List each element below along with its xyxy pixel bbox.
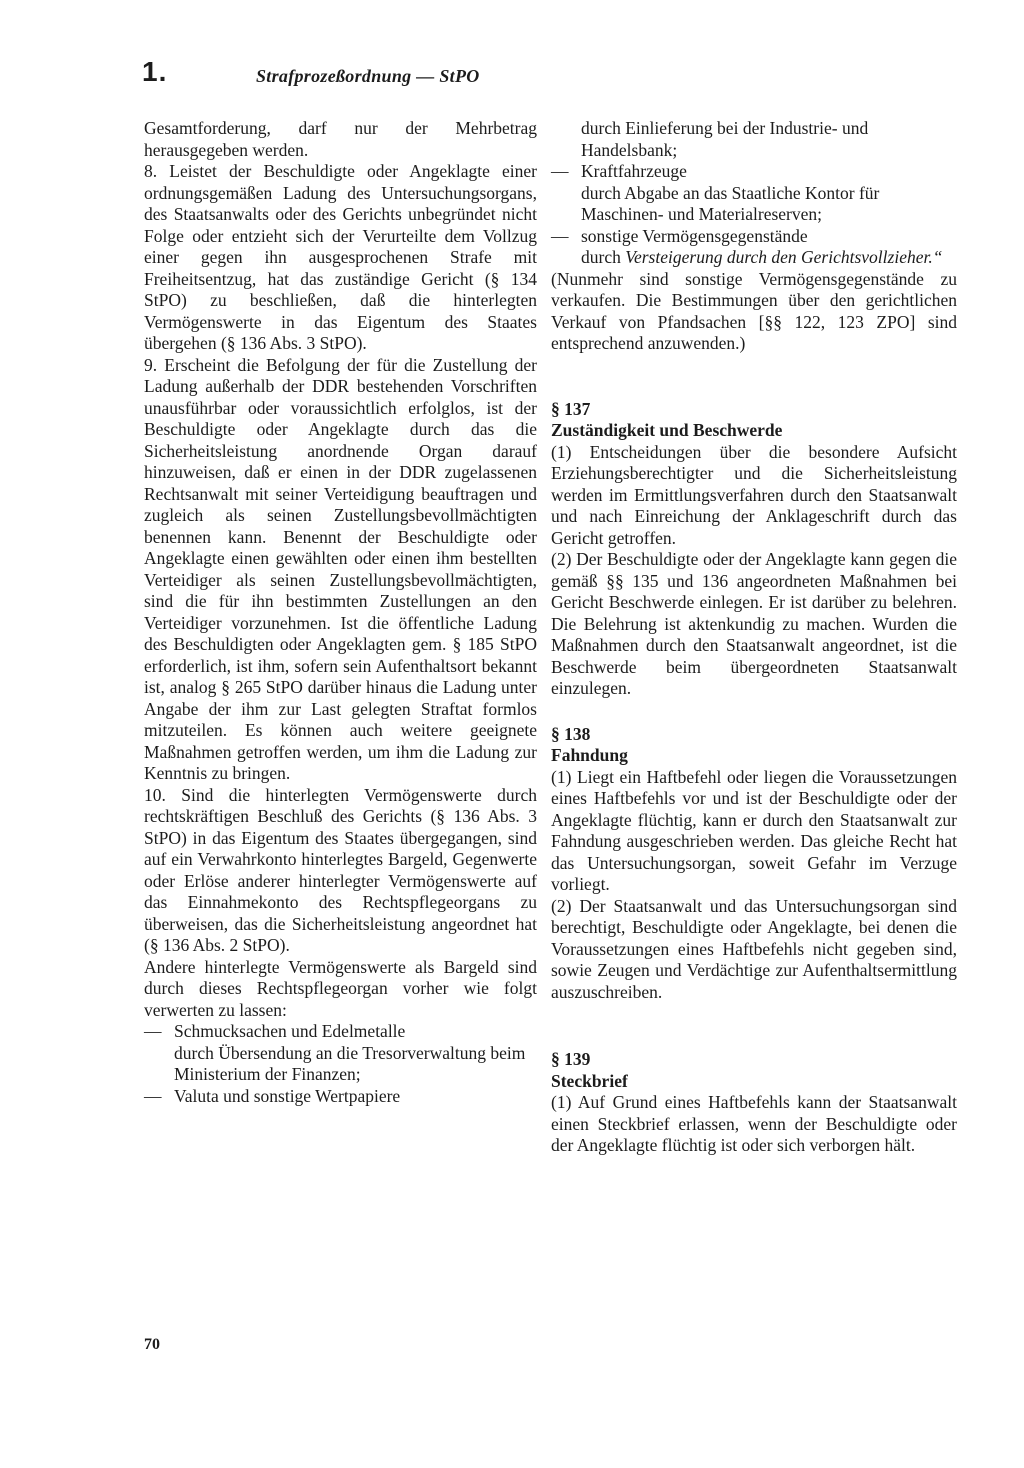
section-number: § 139 — [551, 1049, 591, 1069]
chapter-number: 1. — [142, 56, 168, 87]
section-paragraph: (1) Liegt ein Haftbefehl oder liegen die Voraussetzungen eines Haftbefehls vor und ist der Beschuldigte oder der Angeklagte flüchtig, kann er durch den Staatsanwalt zur Fahndung ausgeschrieben werden. Das gleiche Recht hat das Untersuchungsorgan, soweit Gefahr im Verzuge vorliegt. — [551, 766, 957, 894]
section-title: Fahndung — [551, 745, 628, 765]
dash-bullet: — — [144, 1085, 162, 1106]
list-item — [144, 1021, 537, 1086]
list-item — [144, 1086, 537, 1108]
paragraph-other-assets: Andere hinterlegte Vermögenswerte als Bargeld sind durch dieses Rechtspflegeorgan vorher wie folgt verwerten zu lassen: — [144, 956, 537, 1020]
list-item-label: Kraftfahrzeuge — [581, 161, 687, 181]
section-title: Steckbrief — [551, 1070, 628, 1091]
list-item-continuation — [551, 118, 957, 161]
running-title: Strafprozeßordnung — StPO — [256, 66, 480, 86]
list-item-detail: durch Übersendung an die Tresorverwaltung beim Ministerium der Finanzen; — [174, 1042, 526, 1084]
right-column — [551, 118, 957, 1157]
section-title: Zuständigkeit und Beschwerde — [551, 420, 783, 440]
paragraph-9: 9. Erscheint die Befolgung der für die Zustellung der Ladung außerhalb der DDR bestehenden Vorschriften unausführbar oder voraussichtlich erfolglos, ist der Beschuldigte oder Angeklagte durch das die Sicherheitsleistung anordnende Organ darauf hinzuweisen, daß er einen in der DDR zugelassenen Rechtsanwalt mit seiner Verteidigung beauftragen und zugleich als seinen Zustellungsbevollmächtigten benennen kann. Benennt der Beschuldigte oder Angeklagte einen gewählten oder einen ihm bestellten Verteidiger als seinen Zustellungsbevollmächtigten, sind die für ihn bestimmten Zustellungen an den Verteidiger vorzunehmen. Ist die öffentliche Ladung des Beschuldigten oder Angeklagten gem. § 185 StPO erforderlich, ist ihm, sofern sein Aufenthaltsort bekannt ist, analog § 265 StPO darüber hinaus die Ladung unter Angabe der ihm zur Last gelegten Straftat formlos mitzuteilen. Es können auch weitere geeignete Maßnahmen getroffen werden, um ihm die Ladung zur Kenntnis zu bringen. — [144, 354, 537, 783]
section-paragraph: (2) Der Staatsanwalt und das Untersuchungsorgan sind berechtigt, Beschuldigte oder Angeklagte, bei denen die Voraussetzungen eines Haftbefehls nicht gegeben sind, sowie Zeugen und Verdächtige zur Aufenthaltsermittlung auszuschreiben. — [551, 895, 957, 1002]
list-item-label: sonstige Vermögensgegenstände — [581, 225, 808, 246]
left-column — [144, 118, 537, 1107]
dash-bullet: — — [551, 225, 569, 246]
dash-bullet: — — [551, 161, 569, 181]
paragraph-8: 8. Leistet der Beschuldigte oder Angeklagte einer ordnungsgemäßen Ladung des Untersuchungsorgans, des Staatsanwalts oder des Gerichts unbegründet nicht Folge oder entzieht sich der Verurteilte dem Vollzug einer gegen ihn ausgesprochenen Strafe mit Freiheitsentzug, hat das zuständige Gericht (§ 134 StPO) zu beschließen, daß die hinterlegten Vermögenswerte in das Eigentum des Staates übergehen (§ 136 Abs. 3 StPO). — [144, 161, 537, 353]
page-number: 70 — [144, 1336, 160, 1353]
list-item-detail: durch — [581, 247, 621, 267]
section-number: § 138 — [551, 723, 591, 744]
section-number: § 137 — [551, 398, 591, 419]
list-item-detail: durch Abgabe an das Staatliche Kontor für Maschinen- und Materialreserven; — [581, 182, 880, 224]
dash-bullet: — — [144, 1021, 162, 1041]
section-paragraph: (2) Der Beschuldigte oder der Angeklagte kann gegen die gemäß §§ 135 und 136 angeordneten Maßnahmen bei Gericht Beschwerde einlegen. Er ist darüber zu belehren. Die Belehrung ist aktenkundig zu machen. Wurden die Maßnahmen durch den Staatsanwalt angeordnet, ist die Beschwerde beim übergeordneten Staatsanwalt einzulegen. — [551, 549, 957, 698]
paragraph-intro: Gesamtforderung, darf nur der Mehrbetrag herausgegeben werden. — [144, 118, 537, 160]
editor-note: (Nunmehr sind sonstige Vermögensgegenstände zu verkaufen. Die Bestimmungen über den gerichtlichen Verkauf von Pfandsachen [§§ 122, 123 ZPO] sind entsprechend anzuwenden.) — [551, 268, 957, 353]
continuation-text: durch Einlieferung bei der Industrie- und Handelsbank; — [581, 118, 869, 160]
section-paragraph: (1) Entscheidungen über die besondere Aufsicht Erziehungsberechtigter und die Sicherheitsleistung werden im Ermittlungsverfahren durch den Staatsanwalt und nach Einreichung der Anklageschrift durch das Gericht getroffen. — [551, 441, 957, 548]
list-item — [551, 161, 957, 226]
paragraph-10: 10. Sind die hinterlegten Vermögenswerte durch rechtskräftigen Beschluß des Gerichts (§ 136 Abs. 3 StPO) in das Eigentum des Staates übergegangen, sind auf ein Verwahrkonto hinterlegtes Bargeld, Gegenwerte oder Erlöse anderer hinterlegter Vermögenswerte auf das Einnahmekonto des Rechtspflegeorgans zu überweisen, das die Sicherheitsleistung angeordnet hat (§ 136 Abs. 2 StPO). — [144, 784, 537, 955]
section-paragraph: (1) Auf Grund eines Haftbefehls kann der Staatsanwalt einen Steckbrief erlassen, wenn der Beschuldigte oder der Angeklagte flüchtig ist oder sich verborgen hält. — [551, 1092, 957, 1155]
list-item-label: Schmucksachen und Edelmetalle — [174, 1021, 406, 1041]
list-item-detail-italic: Versteigerung durch den Gerichtsvollzieher.“ — [625, 247, 943, 267]
list-item — [551, 226, 957, 269]
list-item-label: Valuta und sonstige Wertpapiere — [174, 1085, 401, 1106]
